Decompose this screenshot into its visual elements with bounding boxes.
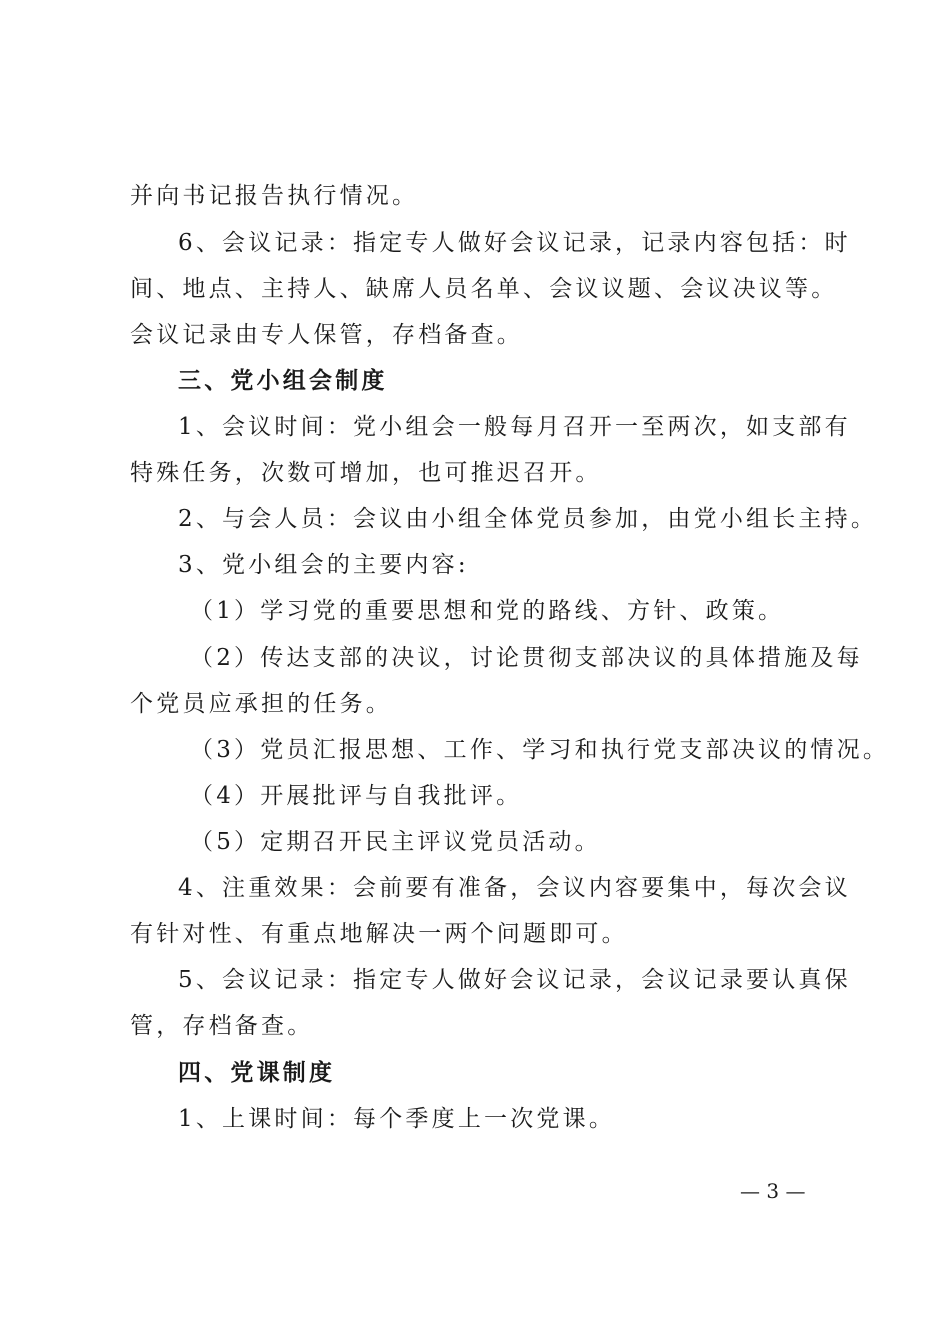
text-line: （2）传达支部的决议，讨论贯彻支部决议的具体措施及每	[190, 645, 863, 671]
text-line: （1）学习党的重要思想和党的路线、方针、政策。	[190, 598, 785, 624]
text-line: 会议记录由专人保管，存档备查。	[130, 322, 523, 348]
text-line: （3）党员汇报思想、工作、学习和执行党支部决议的情况。	[190, 737, 890, 763]
text-line: 管，存档备查。	[130, 1013, 314, 1039]
text-line: 个党员应承担的任务。	[130, 691, 392, 717]
text-line: 1、会议时间：党小组会一般每月召开一至两次，如支部有	[178, 414, 851, 440]
text-line: 4、注重效果：会前要有准备，会议内容要集中，每次会议	[178, 875, 851, 901]
text-line: 并向书记报告执行情况。	[130, 183, 419, 209]
section-heading: 四、党课制度	[178, 1059, 336, 1086]
text-line: 2、与会人员：会议由小组全体党员参加，由党小组长主持。	[178, 506, 878, 532]
text-line: 5、会议记录：指定专人做好会议记录，会议记录要认真保	[178, 967, 851, 993]
text-line: 特殊任务，次数可增加，也可推迟召开。	[130, 460, 602, 486]
text-line: 1、上课时间：每个季度上一次党课。	[178, 1106, 616, 1132]
text-line: （5）定期召开民主评议党员活动。	[190, 829, 601, 855]
text-line: 6、会议记录：指定专人做好会议记录，记录内容包括：时	[178, 230, 851, 256]
section-heading: 三、党小组会制度	[178, 367, 388, 394]
text-line: 3、党小组会的主要内容:	[178, 552, 469, 578]
text-line: 间、地点、主持人、缺席人员名单、会议议题、会议决议等。	[130, 276, 838, 302]
text-line: （4）开展批评与自我批评。	[190, 783, 523, 809]
text-line: 有针对性、有重点地解决一两个问题即可。	[130, 921, 628, 947]
page-number: — 3 —	[740, 1179, 806, 1203]
